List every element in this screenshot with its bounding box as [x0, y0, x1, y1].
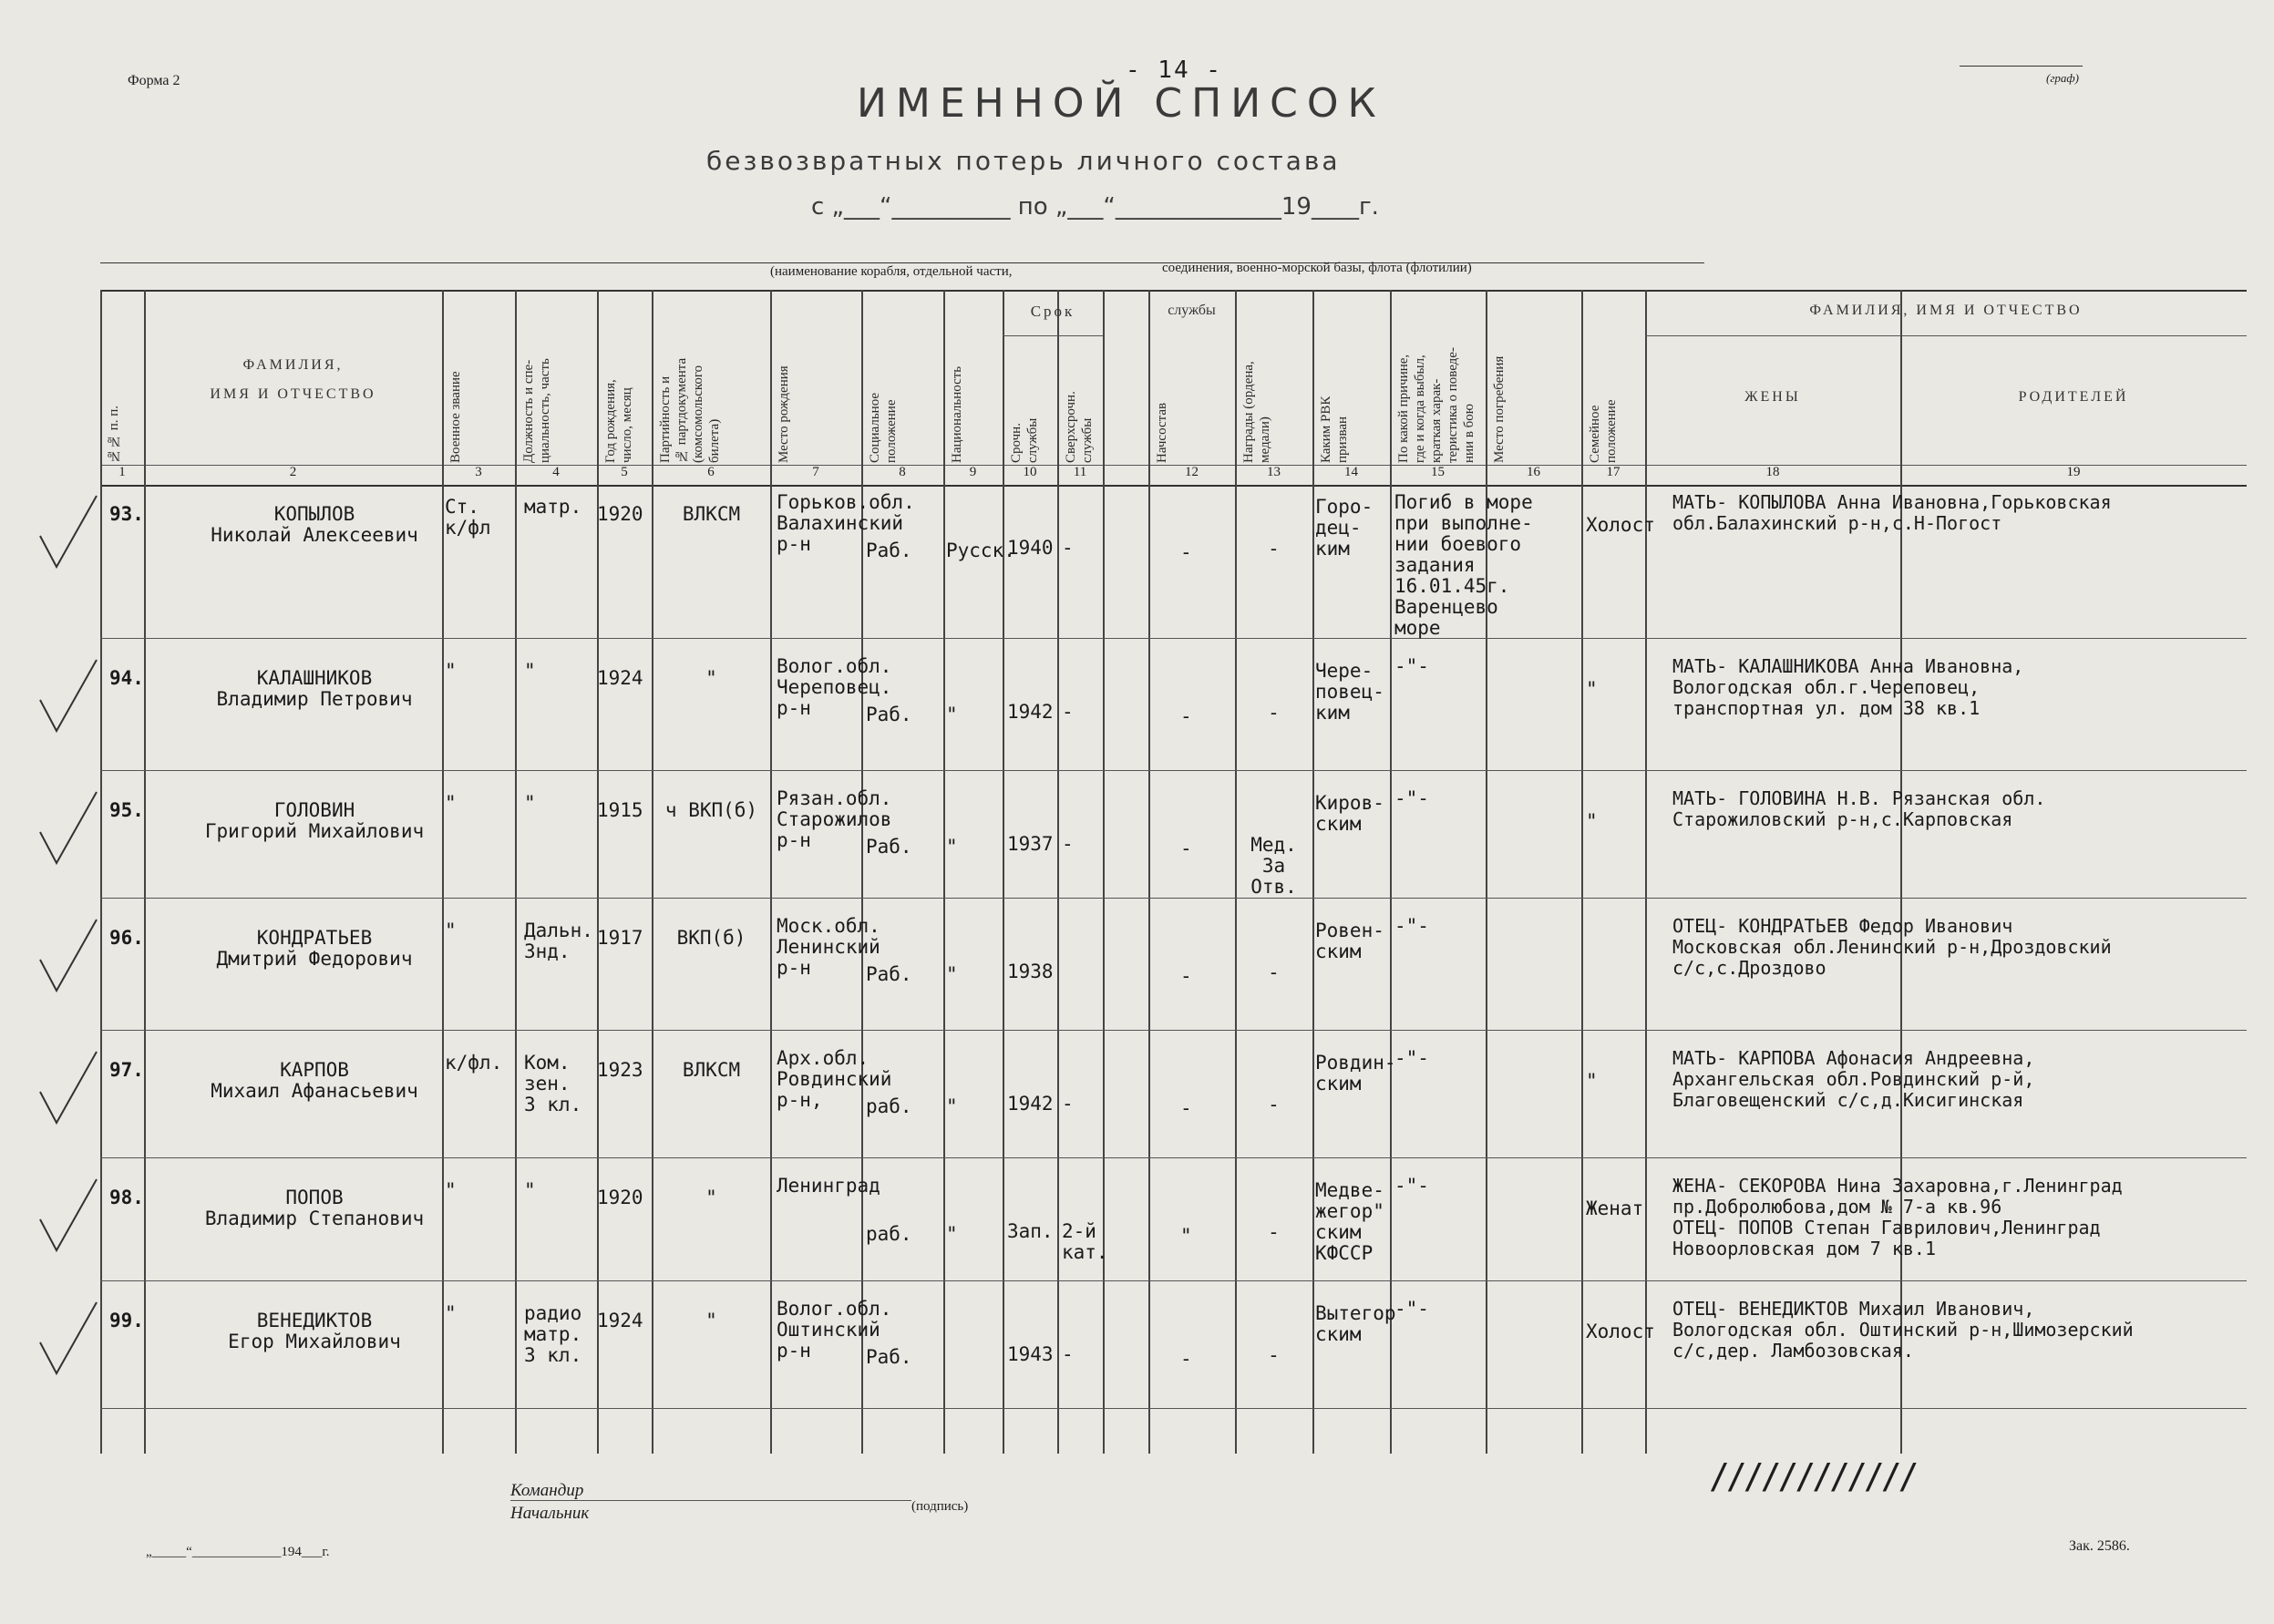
military-rank: Ст. к/фл: [445, 496, 491, 539]
rvk: Горо- дец- ким: [1315, 496, 1374, 560]
column-header-13: Награды (ордена, медали): [1241, 361, 1272, 463]
awards: -: [1268, 702, 1280, 724]
row-number: 99.: [109, 1310, 144, 1331]
column-header-17: Семейное положение: [1588, 399, 1619, 463]
sverh-service: -: [1062, 701, 1074, 723]
sverh-service: -: [1062, 833, 1074, 855]
rvk: Ровдин- ским: [1315, 1052, 1396, 1095]
row-divider: [100, 898, 2247, 899]
graf-line: [1960, 66, 2083, 67]
family-status: Женат: [1586, 1197, 1644, 1219]
birthplace: Горьков.обл. Валахинский р-н: [777, 491, 915, 555]
party: ": [705, 1310, 717, 1331]
row-divider: [100, 770, 2247, 771]
rvk: Ровен- ским: [1315, 920, 1384, 962]
table-header-bottom: [100, 485, 2247, 487]
column-number-8: 8: [899, 465, 906, 479]
party: ": [705, 1187, 717, 1208]
srok-service: 1942: [1007, 1093, 1054, 1115]
row-divider: [100, 1157, 2247, 1158]
sverh-service: -: [1062, 537, 1074, 559]
column-number-12: 12: [1185, 465, 1199, 479]
relatives: ОТЕЦ- КОНДРАТЬЕВ Федор Иванович Московская обл.Ленинский р-н,Дроздовский с/с,с.Дроздово: [1672, 915, 2112, 979]
check-mark-icon: [36, 1176, 100, 1258]
family-status: Холост: [1586, 1321, 1655, 1342]
column-header-14: Каким РВК призван: [1319, 396, 1350, 463]
birth-year: 1924: [597, 667, 643, 689]
column-number-10: 10: [1023, 465, 1037, 479]
social-status: Раб.: [866, 704, 912, 725]
nationality: ": [946, 963, 958, 985]
row-number: 94.: [109, 667, 144, 689]
srok-service: 1938: [1007, 961, 1054, 982]
check-mark-icon: [36, 492, 100, 574]
column-header-10: Срочн. службы: [1009, 417, 1040, 463]
awards: -: [1268, 961, 1280, 983]
relatives: МАТЬ- КАЛАШНИКОВА Анна Ивановна, Вологодская обл.г.Череповец, транспортная ул. дом 38 кв.1: [1672, 655, 2024, 719]
position: ": [524, 660, 536, 682]
nationality: ": [946, 836, 958, 858]
row-number: 98.: [109, 1187, 144, 1208]
column-number-19: 19: [2066, 465, 2081, 479]
rvk: Вытегор ским: [1315, 1302, 1396, 1345]
footer-chief: Начальник: [510, 1504, 590, 1523]
commander-line: [510, 1500, 911, 1501]
nachsostav: -: [1180, 838, 1192, 859]
person-name: ГОЛОВИН Григорий Михайлович: [204, 799, 425, 842]
graf-caption: (граф): [2046, 71, 2079, 85]
military-rank: к/фл.: [445, 1052, 503, 1074]
unit-caption-left: (наименование корабля, отдельной части,: [770, 264, 1013, 279]
military-rank: ": [445, 1179, 457, 1201]
position: Ком. зен. 3 кл.: [524, 1052, 582, 1115]
column-header-16: Место погребения: [1492, 355, 1507, 463]
check-mark-icon: [36, 1048, 100, 1130]
awards: Мед. За Отв.: [1250, 834, 1297, 898]
sverh-service: -: [1062, 1093, 1074, 1115]
position: ": [524, 1179, 536, 1201]
check-mark-icon: [36, 656, 100, 738]
order-number: Зак. 2586.: [2069, 1538, 2130, 1554]
awards: -: [1268, 1344, 1280, 1366]
sverh-service: 2-й кат.: [1062, 1220, 1108, 1263]
nationality: ": [946, 704, 958, 725]
birth-year: 1923: [597, 1059, 643, 1081]
person-name: КАЛАШНИКОВ Владимир Петрович: [216, 667, 413, 710]
column-number-1: 1: [118, 465, 126, 479]
srok-group-header: Срок: [1030, 303, 1075, 320]
social-status: раб.: [866, 1095, 912, 1117]
sluzhby-group-header: службы: [1168, 303, 1216, 318]
column-header-8: Социальное положение: [868, 392, 899, 463]
family-status: ": [1586, 678, 1598, 700]
nachsostav: -: [1180, 1348, 1192, 1370]
check-mark-icon: [36, 916, 100, 998]
awards: -: [1268, 538, 1280, 560]
family-group-header: ФАМИЛИЯ, ИМЯ И ОТЧЕСТВО: [1809, 303, 2083, 318]
family-status: ": [1586, 810, 1598, 832]
column-header-19: РОДИТЕЛЕЙ: [2018, 389, 2129, 405]
military-rank: ": [445, 792, 457, 814]
row-divider: [100, 638, 2247, 639]
column-header-12: Начсостав: [1155, 402, 1169, 463]
party: ВЛКСМ: [682, 1059, 741, 1081]
birthplace: Моск.обл. Ленинский р-н: [777, 915, 880, 979]
social-status: Раб.: [866, 836, 912, 858]
birth-year: 1920: [597, 503, 643, 525]
person-name: ПОПОВ Владимир Степанович: [204, 1187, 425, 1229]
nachsostav: -: [1180, 965, 1192, 987]
party: ВКП(б): [676, 927, 746, 949]
footer-date: „_____“_____________194___г.: [146, 1545, 330, 1559]
column-number-11: 11: [1073, 465, 1087, 479]
person-name: КОПЫЛОВ Николай Алексеевич: [211, 503, 418, 546]
person-name: ВЕНЕДИКТОВ Егор Михайлович: [228, 1310, 401, 1352]
reason: -"-: [1394, 915, 1429, 937]
awards: -: [1268, 1094, 1280, 1115]
family-subheader-line: [1645, 335, 2247, 336]
sverh-service: -: [1062, 1343, 1074, 1365]
column-header-1: №№ п. п.: [107, 405, 121, 463]
column-number-7: 7: [812, 465, 819, 479]
column-header-4: Должность и спе- циальность, часть: [521, 358, 552, 463]
column-number-16: 16: [1527, 465, 1540, 479]
column-header-9: Национальность: [950, 365, 964, 463]
check-mark-icon: [36, 788, 100, 870]
row-divider: [100, 1280, 2247, 1281]
row-divider: [100, 1408, 2247, 1409]
nationality: ": [946, 1223, 958, 1245]
person-name: КОНДРАТЬЕВ Дмитрий Федорович: [216, 927, 413, 970]
srok-service: Зап.: [1007, 1220, 1054, 1242]
reason: -"-: [1394, 1175, 1429, 1197]
position: ": [524, 792, 536, 814]
form-number: Форма 2: [128, 73, 180, 88]
person-name: КАРПОВ Михаил Афанасьевич: [211, 1059, 418, 1102]
column-header-15: По какой причине, где и когда выбыл, краткая харак- теристика о поведе- нии в бою: [1396, 347, 1477, 463]
rvk: Киров- ским: [1315, 792, 1384, 835]
birth-year: 1920: [597, 1187, 643, 1208]
column-number-15: 15: [1431, 465, 1445, 479]
nachsostav: -: [1180, 705, 1192, 727]
row-number: 95.: [109, 799, 144, 821]
column-header-5: Год рождения, число, месяц: [603, 379, 634, 463]
period-line: с „___“__________ по „___“______________19____г.: [811, 193, 1379, 221]
relatives: МАТЬ- КОПЫЛОВА Анна Ивановна,Горьковская обл.Балахинский р-н,с.Н-Погост: [1672, 491, 2112, 534]
column-number-18: 18: [1765, 465, 1780, 479]
column-number-9: 9: [969, 465, 977, 479]
awards: -: [1268, 1221, 1280, 1243]
document-subtitle: безвозвратных потерь личного состава: [706, 146, 1341, 176]
row-number: 97.: [109, 1059, 144, 1081]
srok-service: 1940: [1007, 537, 1054, 559]
party: ч ВКП(б): [664, 799, 758, 821]
party: ": [705, 667, 717, 689]
column-number-4: 4: [552, 465, 560, 479]
reason: -"-: [1394, 655, 1429, 677]
birth-year: 1924: [597, 1310, 643, 1331]
srok-service: 1943: [1007, 1343, 1054, 1365]
column-number-6: 6: [707, 465, 715, 479]
social-status: Раб.: [866, 540, 912, 561]
column-header-3: Военное звание: [448, 371, 463, 463]
birth-year: 1915: [597, 799, 643, 821]
nationality: ": [946, 1095, 958, 1117]
reason: -"-: [1394, 1298, 1429, 1320]
row-number: 93.: [109, 503, 144, 525]
column-number-3: 3: [475, 465, 482, 479]
reason: -"-: [1394, 1047, 1429, 1069]
birthplace: Рязан.обл. Старожилов р-н: [777, 787, 892, 851]
signature-caption: (подпись): [911, 1499, 969, 1514]
column-header-18: ЖЕНЫ: [1744, 389, 1801, 405]
table-top-border: [100, 290, 2247, 292]
page-number: - 14 -: [1126, 57, 1222, 84]
relatives: МАТЬ- ГОЛОВИНА Н.В. Рязанская обл. Старожиловский р-н,с.Карповская: [1672, 787, 2046, 830]
birthplace: Волог.обл. Оштинский р-н: [777, 1298, 892, 1362]
social-status: Раб.: [866, 1346, 912, 1368]
nachsostav: ": [1180, 1225, 1192, 1247]
reason: -"-: [1394, 787, 1429, 809]
birthplace: Волог.обл. Череповец. р-н: [777, 655, 892, 719]
family-status: ": [1586, 1070, 1598, 1092]
column-number-2: 2: [289, 465, 297, 479]
document-title: ИМЕННОЙ СПИСОК: [857, 80, 1385, 127]
footer-commander: Командир: [510, 1481, 584, 1500]
srok-service: 1942: [1007, 701, 1054, 723]
column-header-11: Сверхсрочн. службы: [1064, 391, 1095, 463]
reason: Погиб в море при выполне- нии боевого задания 16.01.45г. Варенцево море: [1394, 491, 1533, 639]
column-header-6: Партийность и № партдокумента (комсомольского билета): [658, 357, 722, 463]
position: матр.: [524, 496, 582, 518]
srok-subheader-line: [1003, 335, 1103, 336]
birth-year: 1917: [597, 927, 643, 949]
rvk: Чере- повец- ким: [1315, 660, 1384, 724]
military-rank: ": [445, 920, 457, 941]
srok-service: 1937: [1007, 833, 1054, 855]
party: ВЛКСМ: [682, 503, 741, 525]
birthplace: Арх.обл. Ровдинский р-н,: [777, 1047, 892, 1111]
nachsostav: -: [1180, 541, 1192, 563]
table-column-divider: [1103, 290, 1105, 1454]
birthplace: Ленинград: [777, 1175, 880, 1197]
relatives: ОТЕЦ- ВЕНЕДИКТОВ Михаил Иванович, Вологодская обл. Оштинский р-н,Шимозерский с/с,дер. Ламбозовская.: [1672, 1298, 2134, 1362]
nachsostav: -: [1180, 1097, 1192, 1119]
column-number-5: 5: [621, 465, 628, 479]
column-number-17: 17: [1606, 465, 1621, 479]
hatch-marks: ////////////: [1709, 1456, 1916, 1496]
row-divider: [100, 1030, 2247, 1031]
relatives: ЖЕНА- СЕКОРОВА Нина Захаровна,г.Ленинград пр.Добролюбова,дом № 7-а кв.96 ОТЕЦ- ПОПОВ Степан Гаврилович,Ленинград Новоорловская дом 7 кв.1: [1672, 1175, 2123, 1259]
column-header-2: ФАМИЛИЯ, ИМЯ И ОТЧЕСТВО: [210, 357, 376, 402]
military-rank: ": [445, 660, 457, 682]
check-mark-icon: [36, 1299, 100, 1381]
family-status: Холост: [1586, 514, 1655, 536]
unit-caption-right: соединения, военно-морской базы, флота (флотилии): [1162, 261, 1472, 275]
nationality: Русск.: [946, 540, 1015, 561]
column-number-14: 14: [1344, 465, 1358, 479]
column-header-7: Место рождения: [777, 365, 791, 463]
military-rank: ": [445, 1302, 457, 1324]
position: Дальн. Знд.: [524, 920, 593, 962]
column-number-13: 13: [1267, 465, 1281, 479]
relatives: МАТЬ- КАРПОВА Афонасия Андреевна, Архангельская обл.Ровдинский р-й, Благовещенский с/с,д.Кисигинская: [1672, 1047, 2035, 1111]
row-number: 96.: [109, 927, 144, 949]
social-status: раб.: [866, 1223, 912, 1245]
social-status: Раб.: [866, 963, 912, 985]
position: радио матр. 3 кл.: [524, 1302, 582, 1366]
rvk: Медве- жегор" ским КФССР: [1315, 1179, 1384, 1264]
